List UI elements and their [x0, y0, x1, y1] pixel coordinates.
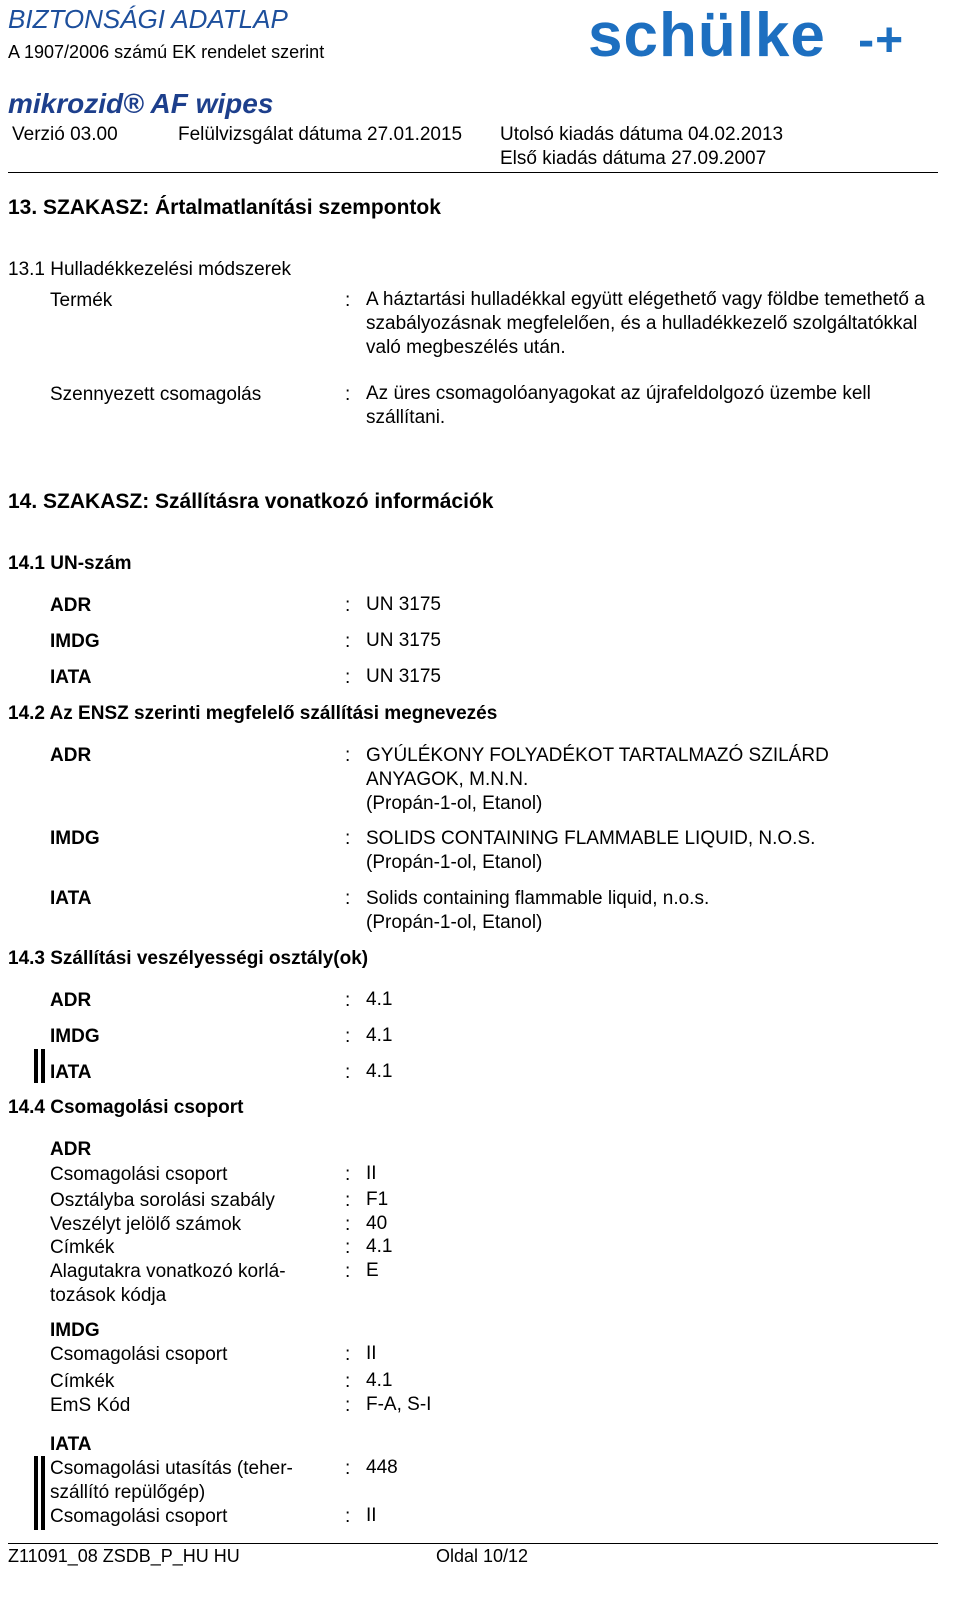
- section-14-title: 14. SZAKASZ: Szállításra vonatkozó információk: [8, 490, 494, 513]
- iata-value-packing-group: II: [366, 1505, 377, 1526]
- footer-divider: [8, 1543, 938, 1544]
- name-value-adr-3: (Propán-1-ol, Etanol): [366, 793, 543, 814]
- adr-value-labels: 4.1: [366, 1236, 393, 1257]
- colon: :: [345, 888, 351, 909]
- name-value-imdg-2: (Propán-1-ol, Etanol): [366, 852, 543, 873]
- adr-value-hazard-number: 40: [366, 1213, 388, 1234]
- name-value-iata-1: Solids containing flammable liquid, n.o.s.: [366, 888, 710, 909]
- subsection-14-3: 14.3 Szállítási veszélyességi osztály(ok): [8, 948, 369, 969]
- name-value-adr-2: ANYAGOK, M.N.N.: [366, 769, 529, 790]
- regulation-text: A 1907/2006 számú EK rendelet szerint: [8, 42, 325, 62]
- version: Verzió 03.00: [12, 124, 118, 145]
- class-label-iata: IATA: [50, 1062, 92, 1083]
- logo-mark: -+: [858, 14, 905, 67]
- header-divider: [8, 172, 938, 173]
- adr-label-hazard-number: Veszélyt jelölő számok: [50, 1214, 242, 1235]
- class-value-adr: 4.1: [366, 989, 393, 1010]
- colon: :: [345, 1026, 351, 1047]
- colon: :: [345, 828, 351, 849]
- un-value-adr: UN 3175: [366, 594, 441, 615]
- product-name: mikrozid® AF wipes: [8, 88, 274, 119]
- adr-label-classification: Osztályba sorolási szabály: [50, 1190, 275, 1211]
- revision-date: Felülvizsgálat dátuma 27.01.2015: [178, 124, 463, 145]
- last-issue-date: Utolsó kiadás dátuma 04.02.2013: [500, 124, 784, 145]
- colon: :: [345, 1214, 351, 1235]
- un-label-iata: IATA: [50, 667, 92, 688]
- subsection-14-4: 14.4 Csomagolási csoport: [8, 1097, 244, 1118]
- imdg-value-labels: 4.1: [366, 1370, 393, 1391]
- adr-label-labels: Címkék: [50, 1237, 115, 1258]
- imdg-value-packing-group: II: [366, 1343, 377, 1364]
- adr-value-tunnel: E: [366, 1260, 379, 1281]
- adr-value-packing-group: II: [366, 1163, 377, 1184]
- row-value-product: A háztartási hulladékkal együtt elégethető vagy földbe temethető a szabályozásnak megfelelően, és a hulladékkezelő szolgáltatókkal való megbeszélés után.: [366, 289, 925, 358]
- name-value-imdg-1: SOLIDS CONTAINING FLAMMABLE LIQUID, N.O.S.: [366, 828, 816, 849]
- colon: :: [345, 990, 351, 1011]
- footer-code: Z11091_08 ZSDB_P_HU HU: [8, 1546, 240, 1566]
- colon: :: [345, 1237, 351, 1258]
- colon: :: [345, 1395, 351, 1416]
- logo-text: schülke: [588, 1, 826, 70]
- colon: :: [345, 595, 351, 616]
- name-value-iata-2: (Propán-1-ol, Etanol): [366, 912, 543, 933]
- first-issue-date: Első kiadás dátuma 27.09.2007: [500, 148, 767, 169]
- colon: :: [345, 1062, 351, 1083]
- colon: :: [345, 1190, 351, 1211]
- adr-heading: ADR: [50, 1139, 92, 1160]
- imdg-label-ems: EmS Kód: [50, 1395, 131, 1416]
- colon: :: [345, 384, 351, 405]
- colon: :: [345, 1344, 351, 1365]
- section-13-title: 13. SZAKASZ: Ártalmatlanítási szempontok: [8, 196, 441, 219]
- change-bar: [41, 1456, 45, 1530]
- colon: :: [345, 1261, 351, 1282]
- colon: :: [345, 1371, 351, 1392]
- iata-heading: IATA: [50, 1434, 92, 1455]
- iata-label-instruction-2: szállító repülőgép): [50, 1482, 206, 1503]
- un-value-imdg: UN 3175: [366, 630, 441, 651]
- document-title: BIZTONSÁGI ADATLAP: [8, 4, 288, 34]
- colon: :: [345, 1164, 351, 1185]
- un-value-iata: UN 3175: [366, 666, 441, 687]
- imdg-heading: IMDG: [50, 1320, 100, 1341]
- iata-label-instruction-1: Csomagolási utasítás (teher-: [50, 1458, 293, 1479]
- row-label-product: Termék: [50, 290, 113, 311]
- subsection-13-1: 13.1 Hulladékkezelési módszerek: [8, 259, 292, 280]
- class-value-iata: 4.1: [366, 1061, 393, 1082]
- class-label-adr: ADR: [50, 990, 92, 1011]
- colon: :: [345, 745, 351, 766]
- change-bar: [41, 1049, 45, 1083]
- change-bar: [34, 1049, 38, 1083]
- iata-value-instruction: 448: [366, 1457, 398, 1478]
- row-label-packaging: Szennyezett csomagolás: [50, 384, 262, 405]
- class-label-imdg: IMDG: [50, 1026, 100, 1047]
- imdg-value-ems: F-A, S-I: [366, 1394, 432, 1415]
- colon: :: [345, 1506, 351, 1527]
- adr-label-tunnel-2: tozások kódja: [50, 1285, 167, 1306]
- un-label-adr: ADR: [50, 595, 92, 616]
- row-value-packaging: Az üres csomagolóanyagokat az újrafeldolgozó üzembe kell szállítani.: [366, 383, 871, 428]
- iata-label-packing-group: Csomagolási csoport: [50, 1506, 228, 1527]
- adr-label-packing-group: Csomagolási csoport: [50, 1164, 228, 1185]
- subsection-14-2: 14.2 Az ENSZ szerinti megfelelő szállítási megnevezés: [8, 703, 498, 724]
- name-label-iata: IATA: [50, 888, 92, 909]
- adr-value-classification: F1: [366, 1189, 389, 1210]
- name-value-adr-1: GYÚLÉKONY FOLYADÉKOT TARTALMAZÓ SZILÁRD: [366, 745, 829, 766]
- colon: :: [345, 290, 351, 311]
- un-label-imdg: IMDG: [50, 631, 100, 652]
- change-bar: [34, 1456, 38, 1530]
- class-value-imdg: 4.1: [366, 1025, 393, 1046]
- colon: :: [345, 631, 351, 652]
- colon: :: [345, 667, 351, 688]
- imdg-label-labels: Címkék: [50, 1371, 115, 1392]
- adr-label-tunnel-1: Alagutakra vonatkozó korlá-: [50, 1261, 286, 1282]
- footer-page: Oldal 10/12: [436, 1546, 529, 1566]
- colon: :: [345, 1458, 351, 1479]
- schulke-logo: [588, 0, 904, 71]
- name-label-adr: ADR: [50, 745, 92, 766]
- name-label-imdg: IMDG: [50, 828, 100, 849]
- subsection-14-1: 14.1 UN-szám: [8, 553, 132, 574]
- imdg-label-packing-group: Csomagolási csoport: [50, 1344, 228, 1365]
